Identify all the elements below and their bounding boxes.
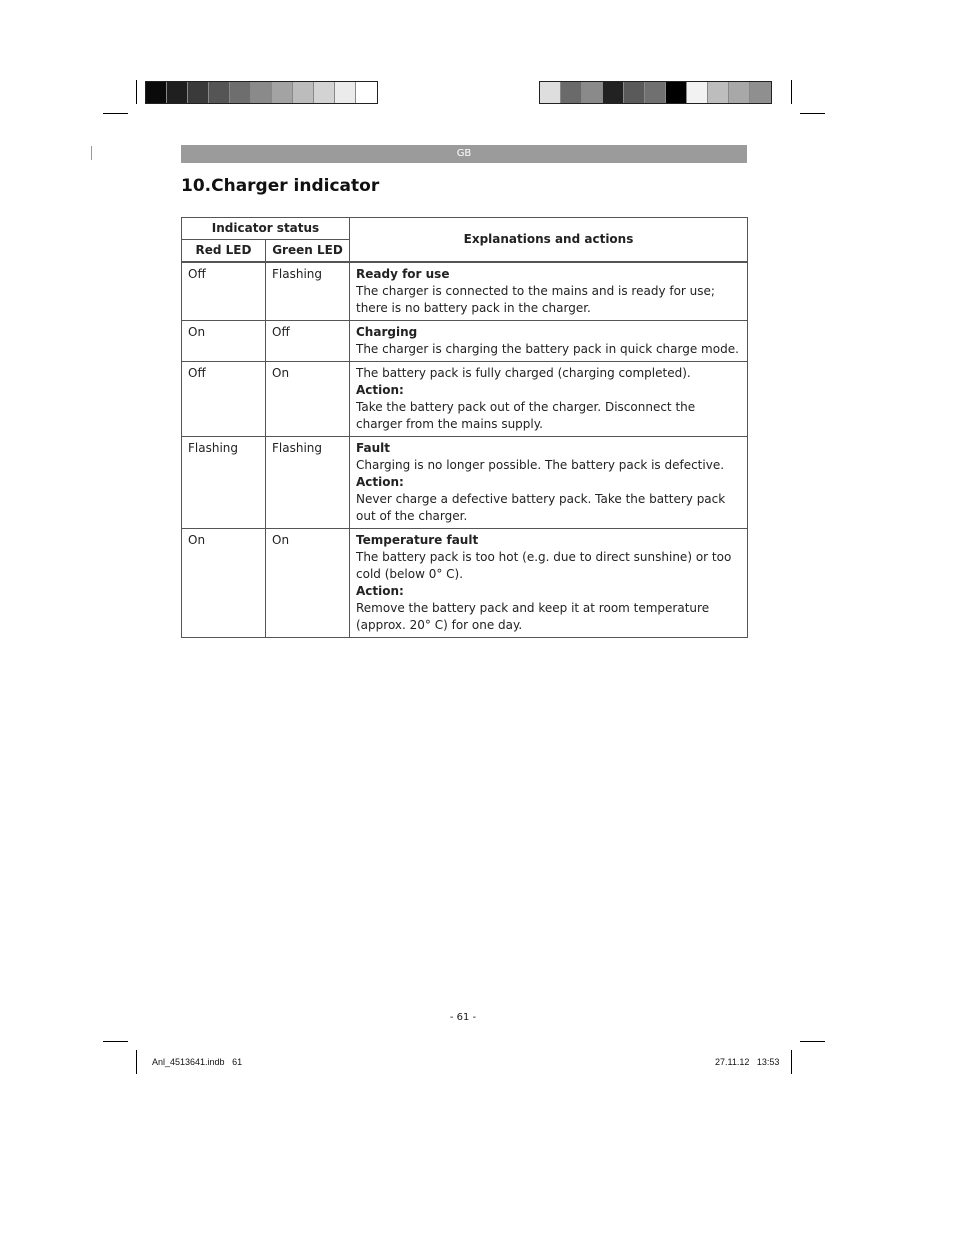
crop-mark [800, 113, 825, 114]
color-swatch [188, 82, 209, 103]
explanation-cell [350, 262, 748, 321]
color-swatch [582, 82, 603, 103]
table-row [182, 437, 748, 529]
green-led-cell: Flashing [266, 262, 350, 321]
crop-mark [136, 80, 137, 104]
crop-mark [103, 113, 128, 114]
red-led-cell: Off [182, 262, 266, 321]
color-calibration-bar-right [539, 81, 772, 104]
row-title: Fault [356, 441, 390, 455]
color-swatch [146, 82, 167, 103]
action-label: Action: [356, 584, 404, 598]
color-swatch [335, 82, 356, 103]
green-led-cell: Off [266, 321, 350, 362]
explanation-cell [350, 437, 748, 529]
row-action-text: Never charge a defective battery pack. Take the battery pack out of the charger. [356, 492, 726, 523]
charger-indicator-table [181, 217, 748, 638]
explanation-cell [350, 529, 748, 638]
footer-date: 27.11.12 13:53 [715, 1057, 780, 1067]
color-calibration-bar-left [145, 81, 378, 104]
explanation-cell [350, 321, 748, 362]
green-led-cell: Flashing [266, 437, 350, 529]
color-swatch [729, 82, 750, 103]
red-led-cell: On [182, 321, 266, 362]
crop-mark [791, 1050, 792, 1074]
explanation-cell [350, 362, 748, 437]
color-swatch [209, 82, 230, 103]
color-swatch [230, 82, 251, 103]
color-swatch [624, 82, 645, 103]
color-swatch [750, 82, 771, 103]
color-swatch [645, 82, 666, 103]
action-label: Action: [356, 475, 404, 489]
table-row [182, 362, 748, 437]
row-title: Temperature fault [356, 533, 479, 547]
green-led-header: Green LED [266, 240, 350, 263]
color-swatch [561, 82, 582, 103]
crop-mark [136, 1050, 137, 1074]
color-swatch [687, 82, 708, 103]
red-led-cell: On [182, 529, 266, 638]
red-led-cell: Flashing [182, 437, 266, 529]
row-text: The charger is connected to the mains and is ready for use; there is no battery pack in the charger. [356, 284, 715, 315]
table-row [182, 529, 748, 638]
row-text: The battery pack is fully charged (charging completed). [356, 366, 691, 380]
section-heading: 10.Charger indicator [181, 176, 380, 196]
color-swatch [272, 82, 293, 103]
red-led-header: Red LED [182, 240, 266, 263]
crop-mark [91, 146, 92, 160]
footer-file: Anl_4513641.indb 61 [152, 1057, 243, 1067]
table-row [182, 321, 748, 362]
page-number: - 61 - [449, 1012, 477, 1023]
row-text: Charging is no longer possible. The battery pack is defective. [356, 458, 725, 472]
crop-mark [103, 1041, 128, 1042]
row-action-text: (approx. 20° C) for one day. [356, 618, 523, 632]
green-led-cell: On [266, 529, 350, 638]
color-swatch [540, 82, 561, 103]
row-title: Ready for use [356, 267, 450, 281]
language-bar: GB [181, 145, 747, 163]
crop-mark [800, 1041, 825, 1042]
action-label: Action: [356, 383, 404, 397]
color-swatch [293, 82, 314, 103]
row-text: The battery pack is too hot (e.g. due to direct sunshine) or too cold (below 0° C). [356, 550, 732, 581]
crop-mark [791, 80, 792, 104]
red-led-cell: Off [182, 362, 266, 437]
row-action-text: Take the battery pack out of the charger. Disconnect the charger from the mains supply. [356, 400, 696, 431]
color-swatch [251, 82, 272, 103]
green-led-cell: On [266, 362, 350, 437]
row-title: Charging [356, 325, 418, 339]
explanations-header: Explanations and actions [350, 218, 748, 263]
color-swatch [603, 82, 624, 103]
color-swatch [356, 82, 377, 103]
color-swatch [708, 82, 729, 103]
color-swatch [167, 82, 188, 103]
row-action-text: Remove the battery pack and keep it at room temperature [356, 601, 710, 615]
color-swatch [666, 82, 687, 103]
table-row [182, 262, 748, 321]
color-swatch [314, 82, 335, 103]
row-text: The charger is charging the battery pack in quick charge mode. [356, 342, 739, 356]
indicator-status-header: Indicator status [182, 218, 350, 240]
